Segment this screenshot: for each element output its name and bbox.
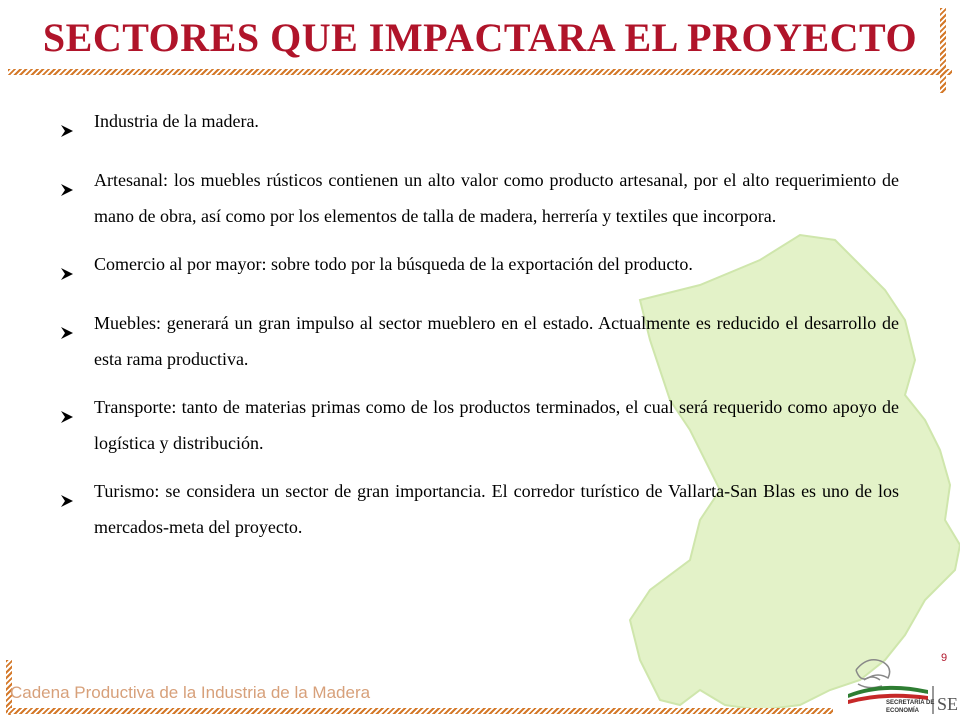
arrow-bullet-icon [60, 473, 94, 545]
list-item [60, 246, 899, 293]
bullet-text: Artesanal: los muebles rústicos contienen un alto valor como producto artesanal, por el alto requerimiento de mano de obra, así como por los elementos de talla de madera, herrería y textiles que incorpora. [94, 170, 899, 226]
list-item [60, 162, 899, 234]
right-border-top [940, 8, 946, 93]
logo-line2: ECONOMÍA [886, 708, 919, 714]
footer-text: Cadena Productiva de la Industria de la Madera [10, 683, 371, 702]
arrow-bullet-icon [60, 103, 94, 150]
page-title: SECTORES QUE IMPACTARA EL PROYECTO [42, 15, 918, 60]
footer-underline [8, 708, 833, 714]
arrow-bullet-icon [60, 162, 94, 234]
list-item [60, 389, 899, 461]
list-item [60, 103, 899, 150]
bullet-text: Industria de la madera. [94, 111, 259, 131]
bullet-text: Transporte: tanto de materias primas como de los productos terminados, el cual será requerido como apoyo de logística y distribución. [94, 397, 899, 453]
logo-line1: SECRETARÍA DE [886, 700, 935, 706]
page-number: 9 [941, 652, 948, 664]
secretaria-economia-logo [838, 650, 958, 716]
arrow-bullet-icon [60, 305, 94, 377]
bullet-list [60, 103, 899, 557]
bullet-text: Comercio al por mayor: sobre todo por la búsqueda de la exportación del producto. [94, 254, 693, 274]
list-item [60, 305, 899, 377]
arrow-bullet-icon [60, 389, 94, 461]
arrow-bullet-icon [60, 246, 94, 293]
title-underline [8, 69, 952, 75]
logo-mark: SE [937, 694, 958, 714]
bullet-text: Turismo: se considera un sector de gran importancia. El corredor turístico de Vallarta-San Blas es uno de los mercados-meta del proyecto. [94, 481, 899, 537]
list-item [60, 473, 899, 545]
bullet-text: Muebles: generará un gran impulso al sector mueblero en el estado. Actualmente es reducido el desarrollo de esta rama productiva. [94, 313, 899, 369]
